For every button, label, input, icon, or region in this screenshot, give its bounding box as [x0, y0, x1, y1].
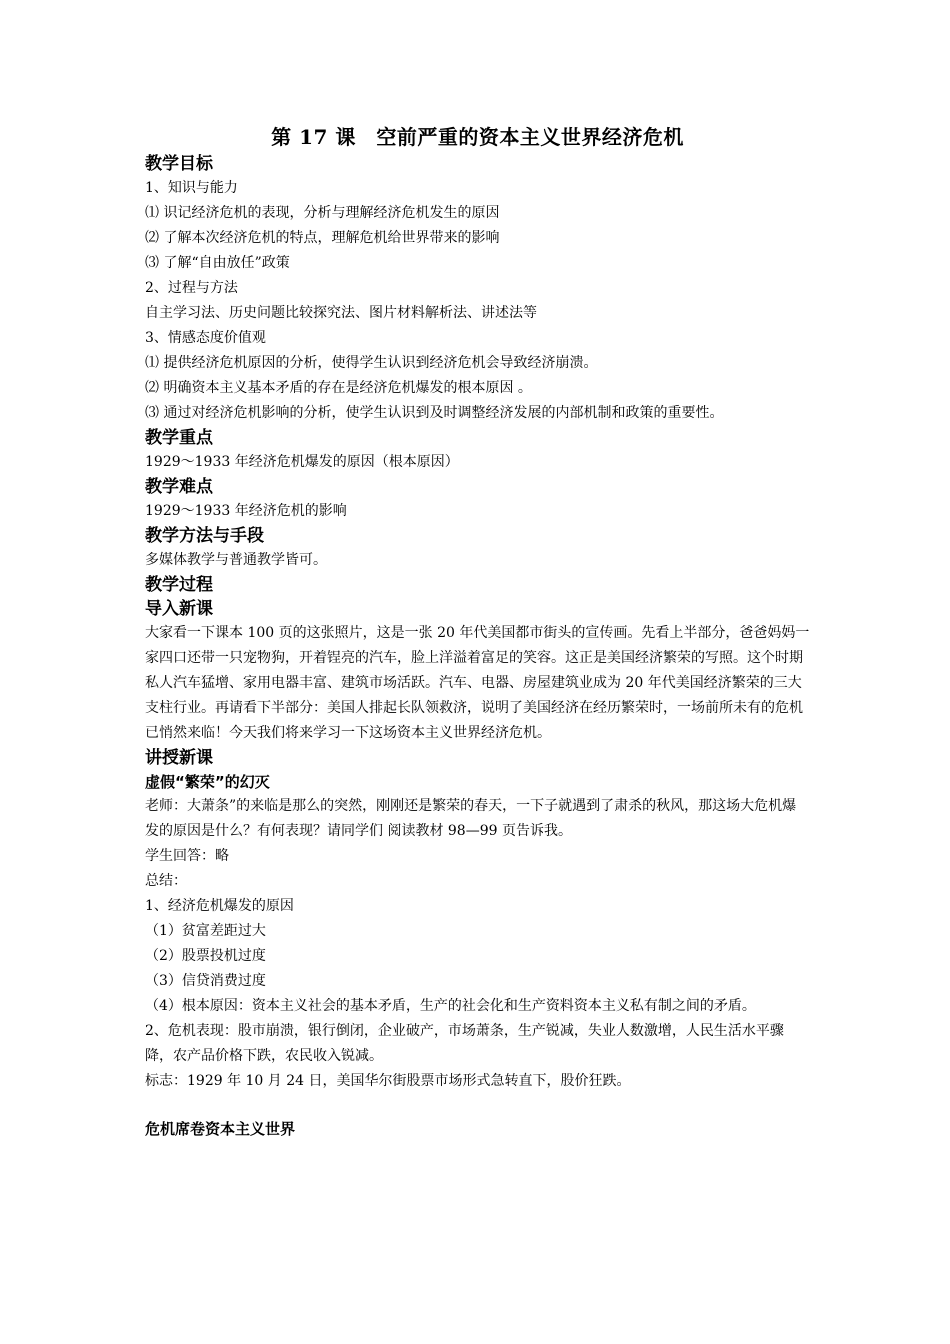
student-text: 学生回答：略: [145, 848, 229, 864]
cause-item: （3）信贷消费过度: [145, 973, 266, 989]
summary-label: 总结：: [145, 873, 187, 889]
objective-item: ⑴ 提供经济危机原因的分析，使得学生认识到经济危机会导致经济崩溃。: [145, 355, 598, 371]
cause-title: 1、经济危机爆发的原因: [145, 898, 294, 914]
manifestation-text: 2、危机表现：股市崩溃，银行倒闭，企业破产，市场萧条，生产锐减，失业人数激增，人民生活水平骤降，农产品价格下跌，农民收入锐减。: [145, 1023, 784, 1064]
cause-item: （2）股票投机过度: [145, 948, 266, 964]
page-title: 第 17 课 空前严重的资本主义世界经济危机: [271, 125, 684, 149]
methods-heading: 教学方法与手段: [145, 526, 264, 546]
objectives-heading: 教学目标: [145, 154, 213, 174]
methods-text: 多媒体教学与普通教学皆可。: [145, 552, 327, 568]
difficulty-text: 1929～1933 年经济危机的影响: [145, 503, 347, 519]
key-point-heading: 教学重点: [145, 428, 213, 448]
objective-section-2: 2、过程与方法: [145, 280, 238, 296]
lecture-subheading-2: 危机席卷资本主义世界: [145, 1120, 296, 1138]
cause-item: （1）贫富差距过大: [145, 923, 266, 939]
objective-item: ⑴ 识记经济危机的表现，分析与理解经济危机发生的原因: [145, 205, 500, 221]
objective-item: ⑶ 了解“自由放任”政策: [145, 255, 290, 271]
key-point-text: 1929～1933 年经济危机爆发的原因（根本原因）: [145, 454, 459, 470]
lecture-subheading: 虚假“繁荣”的幻灭: [145, 773, 270, 791]
objective-item: ⑵ 明确资本主义基本矛盾的存在是经济危机爆发的根本原因 。: [145, 380, 532, 396]
objective-item: ⑶ 通过对经济危机影响的分析，使学生认识到及时调整经济发展的内部机制和政策的重要性。: [145, 405, 724, 421]
document-page: [145, 124, 810, 1141]
intro-text: 大家看一下课本 100 页的这张照片，这是一张 20 年代美国都市街头的宣传画。先看上半部分，爸爸妈妈一家四口还带一只宠物狗，开着锃亮的汽车，脸上洋溢着富足的笑容。这正是美国经济繁荣的写照。这个时期私人汽车猛增、家用电器丰富、建筑市场活跃。汽车、电器、房屋建筑业成为 20 年代美国经济繁荣的三大支柱行业。再请看下半部分：美国人排起长队领救济，说明了美国经济在经历繁荣时，一场前所未有的危机已悄然来临！今天我们将来学习一下这场资本主义世界经济危机。: [145, 625, 810, 741]
objective-methods-text: 自主学习法、历史问题比较探究法、图片材料解析法、讲述法等: [145, 305, 537, 321]
objective-section-3: 3、情感态度价值观: [145, 330, 266, 346]
difficulty-heading: 教学难点: [145, 477, 213, 497]
process-heading: 教学过程: [145, 575, 213, 595]
objective-item: ⑵ 了解本次经济危机的特点，理解危机给世界带来的影响: [145, 230, 500, 246]
intro-heading: 导入新课: [145, 599, 213, 619]
lecture-heading: 讲授新课: [145, 748, 213, 768]
sign-text: 标志：1929 年 10 月 24 日，美国华尔街股票市场形式急转直下，股价狂跌。: [145, 1073, 631, 1089]
blank-line: [145, 1094, 810, 1117]
cause-item: （4）根本原因：资本主义社会的基本矛盾，生产的社会化和生产资料资本主义私有制之间的矛盾。: [145, 998, 756, 1014]
objective-section-1: 1、知识与能力: [145, 180, 238, 196]
teacher-text: 老师：大萧条”的来临是那么的突然，刚刚还是繁荣的春天，一下子就遇到了肃杀的秋风，那这场大危机爆发的原因是什么？有何表现？请同学们 阅读教材 98—99 页告诉我。: [145, 798, 797, 839]
